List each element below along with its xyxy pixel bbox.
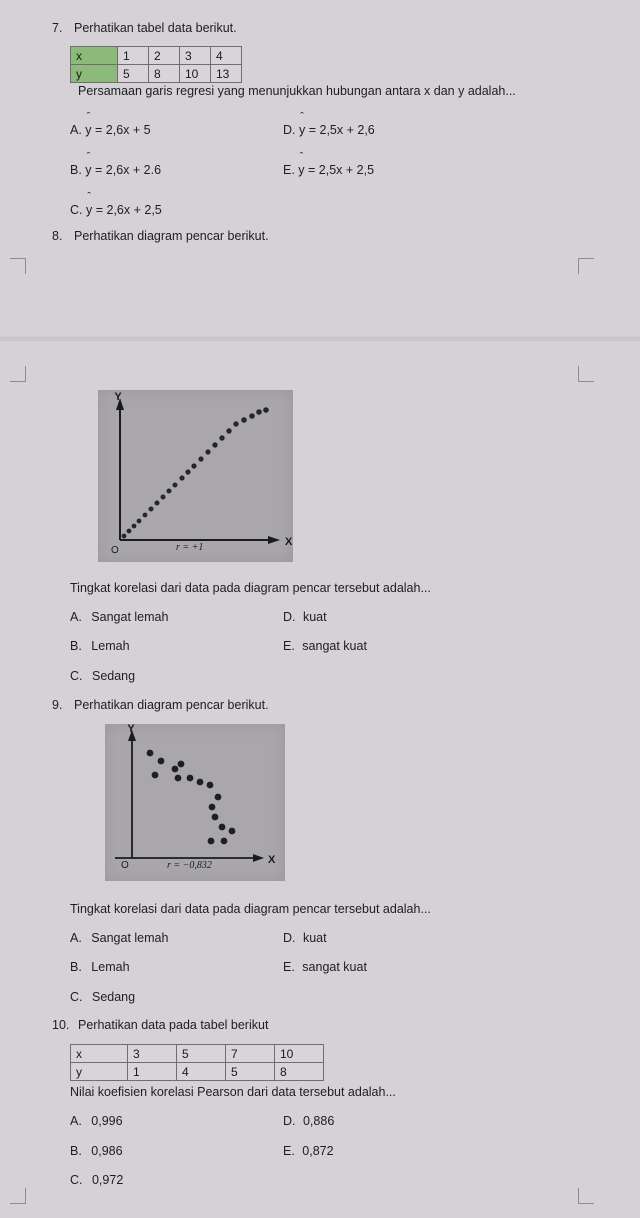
option-key: A. — [70, 123, 82, 137]
question-8 — [0, 228, 640, 244]
option-expression: Lemah — [91, 639, 130, 653]
question-9-number: 9. — [52, 698, 63, 712]
question-10-heading — [0, 1017, 640, 1033]
option-10-c[interactable] — [70, 1172, 123, 1188]
scatter-points-group — [122, 407, 269, 538]
option-expression: Sangat lemah — [91, 931, 169, 945]
option-key: D. — [283, 931, 296, 945]
table-cell: 3 — [128, 1045, 177, 1063]
hat-accent-icon: ˆ — [86, 111, 91, 123]
option-key: E. — [283, 163, 295, 177]
scatter-plot-svg — [105, 724, 285, 881]
option-expression: sangat kuat — [302, 960, 367, 974]
question-9 — [0, 697, 640, 713]
option-expression: Sedang — [91, 669, 136, 683]
option-expression: 0,986 — [91, 1144, 123, 1158]
variable-y: y — [85, 203, 93, 217]
question-7-prompt: Perhatikan tabel data berikut. — [74, 21, 237, 35]
option-7-e[interactable] — [283, 151, 375, 178]
y-hat-symbol — [85, 151, 92, 178]
option-expression: 0,872 — [302, 1144, 334, 1158]
option-7-c[interactable] — [70, 191, 162, 218]
option-expression: kuat — [302, 931, 327, 945]
table-row-label: y — [71, 65, 118, 83]
correlation-caption: r = +1 — [176, 542, 204, 553]
table-cell: 2 — [149, 47, 180, 65]
option-key: B. — [70, 163, 82, 177]
question-10-data-table — [70, 1044, 324, 1081]
option-key: D. — [283, 610, 296, 624]
option-key: B. — [70, 639, 82, 653]
table-row — [71, 47, 242, 65]
option-7-d[interactable] — [283, 111, 375, 138]
option-9-b[interactable] — [70, 959, 130, 975]
table-cell: 7 — [226, 1045, 275, 1063]
option-8-d[interactable] — [283, 609, 327, 625]
question-8-number: 8. — [52, 229, 63, 243]
question-9-prompt: Perhatikan diagram pencar berikut. — [74, 698, 269, 712]
option-key: C. — [70, 990, 83, 1004]
hat-accent-icon: ˆ — [299, 151, 304, 163]
x-axis-label: X — [285, 536, 293, 548]
option-expression: 0,886 — [302, 1114, 335, 1128]
table-cell: 1 — [118, 47, 149, 65]
option-key: E. — [283, 960, 295, 974]
question-10 — [0, 1017, 640, 1033]
question-7-subprompt: Persamaan garis regresi yang menunjukkan hubungan antara x dan y adalah... — [78, 84, 516, 98]
table-cell: 1 — [128, 1063, 177, 1081]
table-cell: 10 — [180, 65, 211, 83]
hat-accent-icon: ˆ — [300, 111, 304, 123]
table-row — [71, 65, 242, 83]
question-10-subprompt: Nilai koefisien korelasi Pearson dari data tersebut adalah... — [70, 1085, 396, 1099]
question-8-heading — [0, 228, 640, 244]
y-hat-symbol — [298, 111, 306, 138]
x-axis-arrow-icon — [253, 854, 264, 862]
option-10-e[interactable] — [283, 1143, 334, 1159]
option-8-a[interactable] — [70, 609, 168, 625]
option-expression: = 2,6x + 2,5 — [95, 203, 162, 217]
hat-accent-icon: ˆ — [86, 151, 91, 163]
option-9-e[interactable] — [283, 959, 367, 975]
y-hat-symbol — [85, 191, 93, 218]
table-row-label: y — [71, 1063, 128, 1081]
scatter-diagram-perfect-positive — [98, 390, 293, 562]
option-key: C. — [70, 1173, 83, 1187]
table-cell: 13 — [211, 65, 242, 83]
table-cell: 10 — [275, 1045, 324, 1063]
option-expression: = 2,6x + 5 — [95, 123, 151, 137]
option-key: A. — [70, 610, 82, 624]
question-9-heading — [0, 697, 640, 713]
hat-accent-icon: ˆ — [87, 191, 91, 203]
scatter-points-group — [147, 750, 236, 845]
option-10-a[interactable] — [70, 1113, 123, 1129]
option-8-b[interactable] — [70, 638, 130, 654]
option-expression: 0,996 — [91, 1114, 123, 1128]
table-row-label: x — [71, 47, 118, 65]
table-row — [71, 1045, 324, 1063]
option-key: C. — [70, 669, 83, 683]
y-axis-label: Y — [127, 724, 135, 735]
option-10-b[interactable] — [70, 1143, 123, 1159]
question-7 — [0, 20, 640, 36]
table-cell: 4 — [177, 1063, 226, 1081]
option-key: C. — [70, 203, 83, 217]
option-key: E. — [283, 1144, 295, 1158]
variable-y: y — [298, 163, 305, 177]
option-key: B. — [70, 960, 82, 974]
option-9-c[interactable] — [70, 989, 135, 1005]
option-key: E. — [283, 639, 295, 653]
question-7-heading — [0, 20, 640, 36]
table-cell: 3 — [180, 47, 211, 65]
table-cell: 5 — [177, 1045, 226, 1063]
option-9-d[interactable] — [283, 930, 327, 946]
table-cell: 8 — [149, 65, 180, 83]
variable-y: y — [85, 163, 92, 177]
question-8-subprompt: Tingkat korelasi dari data pada diagram pencar tersebut adalah... — [70, 581, 431, 595]
option-7-a[interactable] — [70, 111, 151, 138]
option-key: A. — [70, 1114, 82, 1128]
option-expression: 0,972 — [91, 1173, 124, 1187]
option-7-b[interactable] — [70, 151, 162, 178]
variable-y: y — [298, 123, 306, 137]
x-axis-arrow-icon — [268, 536, 280, 544]
question-7-number: 7. — [52, 21, 63, 35]
table-cell: 4 — [211, 47, 242, 65]
option-10-d[interactable] — [283, 1113, 334, 1129]
option-expression: = 2,5x + 2,6 — [308, 123, 375, 137]
x-axis-label: X — [268, 854, 276, 866]
y-hat-symbol — [85, 111, 92, 138]
option-expression: sangat kuat — [302, 639, 367, 653]
option-expression: = 2,5x + 2,5 — [308, 163, 375, 177]
option-8-c[interactable] — [70, 668, 135, 684]
question-10-prompt: Perhatikan data pada tabel berikut — [78, 1018, 269, 1032]
origin-label: O — [111, 545, 119, 556]
option-8-e[interactable] — [283, 638, 367, 654]
option-key: D. — [283, 123, 296, 137]
option-9-a[interactable] — [70, 930, 168, 946]
question-10-number: 10. — [52, 1018, 70, 1032]
y-axis-label: Y — [114, 391, 122, 403]
variable-y: y — [85, 123, 92, 137]
table-row — [71, 1063, 324, 1081]
table-cell: 5 — [226, 1063, 275, 1081]
y-hat-symbol — [298, 151, 305, 178]
question-8-prompt: Perhatikan diagram pencar berikut. — [74, 229, 269, 243]
option-key: A. — [70, 931, 82, 945]
option-expression: Lemah — [91, 960, 130, 974]
question-9-subprompt: Tingkat korelasi dari data pada diagram pencar tersebut adalah... — [70, 902, 431, 916]
correlation-caption: r = −0,832 — [167, 860, 212, 871]
table-row-label: x — [71, 1045, 128, 1063]
option-expression: Sedang — [91, 990, 136, 1004]
question-7-data-table — [70, 46, 242, 83]
origin-label: O — [121, 860, 129, 871]
option-key: B. — [70, 1144, 82, 1158]
scatter-diagram-negative — [105, 724, 285, 881]
option-expression: kuat — [302, 610, 327, 624]
table-cell: 5 — [118, 65, 149, 83]
table-cell: 8 — [275, 1063, 324, 1081]
scatter-plot-svg — [98, 390, 293, 562]
option-expression: = 2,6x + 2.6 — [95, 163, 162, 177]
option-key: D. — [283, 1114, 296, 1128]
option-expression: Sangat lemah — [91, 610, 169, 624]
